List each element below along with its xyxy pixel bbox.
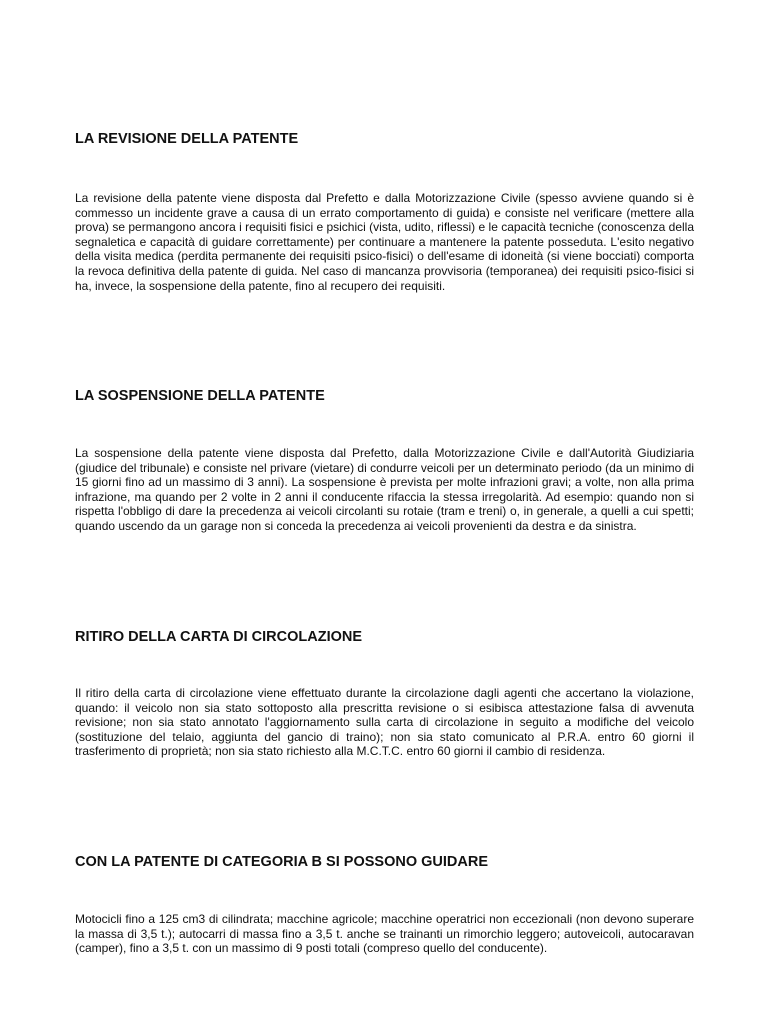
section-title-ritiro-carta: RITIRO DELLA CARTA DI CIRCOLAZIONE (75, 629, 363, 645)
section-body-revisione: La revisione della patente viene disposta dal Prefetto e dalla Motorizzazione Civile (spesso avviene quando si è commesso un incidente grave a causa di un errato comportamento di guida) e consiste nel verificare (mettere alla prova) se permangono ancora i requisiti fisici e psichici (vista, udito, riflessi) e le capacità tecniche (conoscenza della segnaletica e capacità di guidare correttamente) per continuare a mantenere la patente posseduta. L'esito negativo della visita medica (perdita permanente dei requisiti psico-fisici) o dell'esame di idoneità (si viene bocciati) comporta la revoca definitiva della patente di guida. Nel caso di mancanza provvisoria (temporanea) dei requisiti psico-fisici si ha, invece, la sospensione della patente, fino al recupero dei requisiti. (75, 191, 694, 293)
section-body-categoria-b: Motocicli fino a 125 cm3 di cilindrata; macchine agricole; macchine operatrici non eccezionali (non devono superare la massa di 3,5 t.); autocarri di massa fino a 3,5 t. anche se trainanti un rimorchio leggero; autoveicoli, autocaravan (camper), fino a 3,5 t. con un massimo di 9 posti totali (compreso quello del conducente). (75, 912, 694, 956)
section-body-ritiro-carta: Il ritiro della carta di circolazione viene effettuato durante la circolazione dagli agenti che accertano la violazione, quando: il veicolo non sia stato sottoposto alla prescritta revisione o si esibisca attestazione falsa di avvenuta revisione; non sia stato annotato l'aggiornamento sulla carta di circolazione in seguito a modifiche del veicolo (sostituzione del telaio, aggiunta del gancio di traino); non sia stato comunicato al P.R.A. entro 60 giorni il trasferimento di proprietà; non sia stato richiesto alla M.C.T.C. entro 60 giorni il cambio di residenza. (75, 686, 694, 759)
section-title-categoria-b: CON LA PATENTE DI CATEGORIA B SI POSSONO GUIDARE (75, 854, 489, 870)
section-body-sospensione: La sospensione della patente viene disposta dal Prefetto, dalla Motorizzazione Civile e dall'Autorità Giudiziaria (giudice del tribunale) e consiste nel privare (vietare) di condurre veicoli per un determinato periodo (da un minimo di 15 giorni fino ad un massimo di 3 anni). La sospensione è prevista per molte infrazioni gravi; a volte, non alla prima infrazione, ma quando per 2 volte in 2 anni il conducente rifaccia la stessa irregolarità. Ad esempio: quando non si rispetta l'obbligo di dare la precedenza ai veicoli circolanti su rotaie (tram e treni) o, in generale, a quelli a cui spetti; quando uscendo da un garage non si conceda la precedenza ai veicoli provenienti da destra e da sinistra. (75, 446, 694, 533)
section-title-revisione: LA REVISIONE DELLA PATENTE (75, 131, 299, 147)
section-title-sospensione: LA SOSPENSIONE DELLA PATENTE (75, 388, 325, 404)
